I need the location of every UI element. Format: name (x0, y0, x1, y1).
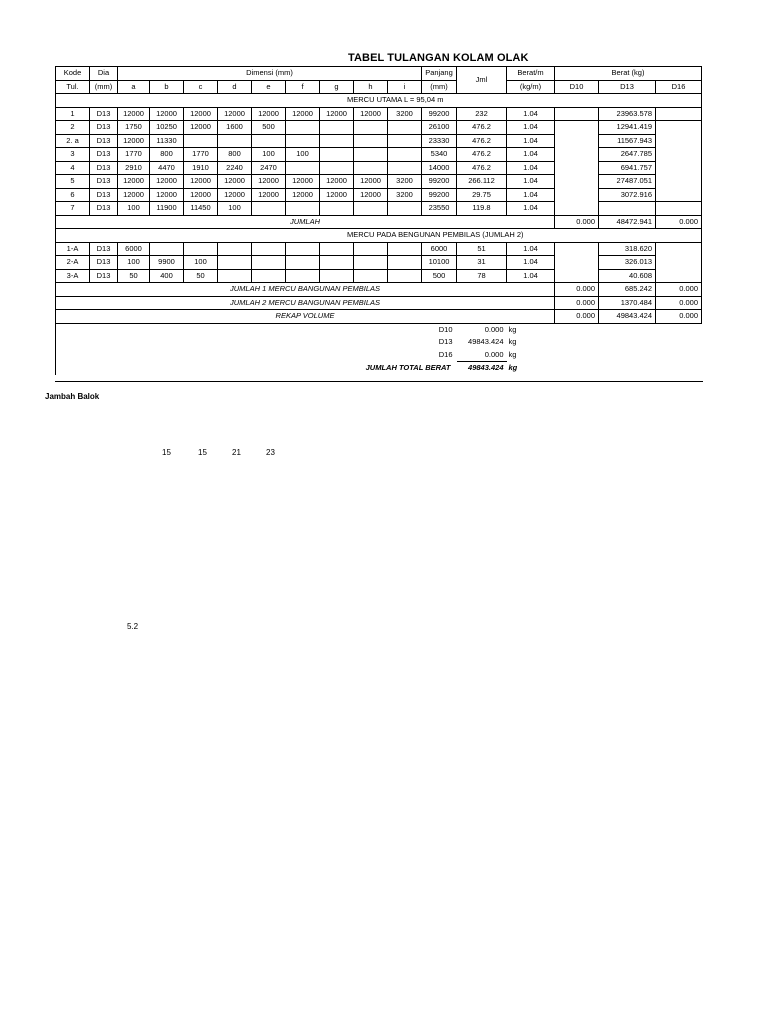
cell-dim: 1770 (118, 148, 150, 162)
cell-dim: 3200 (388, 175, 422, 189)
cell-dim: 12000 (150, 107, 184, 121)
cell-dim: 50 (118, 269, 150, 283)
cell-d13: 27487.051 (599, 175, 656, 189)
cell-dia: D13 (90, 188, 118, 202)
cell-dim (320, 256, 354, 270)
cell-dia: D13 (90, 134, 118, 148)
header-dim-c: c (184, 80, 218, 94)
cell-dim: 3200 (388, 188, 422, 202)
cell-dim (252, 134, 286, 148)
cell-dim: 10250 (150, 121, 184, 135)
summary-row (56, 323, 702, 336)
summary-label: D13 (56, 336, 457, 349)
summary-label: D10 (56, 323, 457, 336)
table-row (56, 107, 702, 121)
section2-title: MERCU PADA BENGUNAN PEMBILAS (JUMLAH 2) (90, 229, 702, 243)
cell-dim: 12000 (118, 175, 150, 189)
summary-unit: kg (508, 363, 518, 372)
cell-dim: 100 (184, 256, 218, 270)
jumlah2-d10: 0.000 (555, 296, 599, 310)
rekap-d10: 0.000 (555, 310, 599, 324)
cell-berat-m: 1.04 (507, 269, 555, 283)
cell-dim (354, 269, 388, 283)
header-dim-d: d (218, 80, 252, 94)
cell-dia: D13 (90, 121, 118, 135)
cell-d16 (656, 202, 702, 216)
cell-dim (354, 256, 388, 270)
summary-unit: kg (508, 350, 517, 359)
cell-panjang: 500 (422, 269, 457, 283)
cell-dim: 12000 (118, 134, 150, 148)
cell-dim (286, 134, 320, 148)
cell-jml: 476.2 (457, 148, 507, 162)
cell-dim (320, 269, 354, 283)
cell-dim: 12000 (184, 188, 218, 202)
cell-dim: 12000 (286, 175, 320, 189)
cell-dim: 12000 (252, 175, 286, 189)
jumlah1-d16: 0.000 (656, 283, 702, 297)
rekap-d13: 49843.424 (599, 310, 656, 324)
rekap-row (56, 310, 702, 324)
section1-title: MERCU UTAMA L = 95,04 m (90, 94, 702, 108)
summary-value: 0.000 (484, 324, 504, 334)
cell-berat-m: 1.04 (507, 188, 555, 202)
cell-dim (354, 121, 388, 135)
header-d16: D16 (656, 80, 702, 94)
header-dim-g: g (320, 80, 354, 94)
number-2: 15 (198, 448, 207, 457)
cell-berat-m: 1.04 (507, 148, 555, 162)
cell-panjang: 23550 (422, 202, 457, 216)
cell-d13: 40.608 (599, 269, 656, 283)
rebar-table (55, 66, 702, 375)
cell-dim: 12000 (118, 107, 150, 121)
summary-value: 49843.424 (468, 337, 504, 347)
bottom-rule (55, 381, 703, 382)
header-kode-2: Tul. (56, 80, 90, 94)
jumlah1-d13: 685.242 (599, 283, 656, 297)
jumlah-d10: 0.000 (555, 215, 599, 229)
cell-kode: 3 (56, 148, 90, 162)
cell-dim: 12000 (118, 188, 150, 202)
cell-dim (286, 242, 320, 256)
cell-panjang: 99200 (422, 107, 457, 121)
cell-dim (388, 134, 422, 148)
cell-dim: 12000 (320, 188, 354, 202)
header-dim-a: a (118, 80, 150, 94)
cell-d13: 6941.757 (599, 161, 656, 175)
cell-dim: 12000 (184, 121, 218, 135)
jumlah2-d16: 0.000 (656, 296, 702, 310)
cell-dim (320, 202, 354, 216)
cell-kode: 6 (56, 188, 90, 202)
table-row (56, 256, 702, 270)
cell-dim (252, 202, 286, 216)
cell-kode: 2 (56, 121, 90, 135)
cell-dim (320, 242, 354, 256)
cell-dim: 12000 (354, 188, 388, 202)
cell-dim (388, 202, 422, 216)
cell-jml: 51 (457, 242, 507, 256)
cell-berat-m: 1.04 (507, 242, 555, 256)
cell-panjang: 14000 (422, 161, 457, 175)
cell-dim: 800 (218, 148, 252, 162)
cell-dim (388, 121, 422, 135)
table-row (56, 202, 702, 216)
cell-dim: 12000 (286, 188, 320, 202)
cell-dia: D13 (90, 107, 118, 121)
header-jml: Jml (457, 67, 507, 94)
cell-dim (286, 202, 320, 216)
cell-dim (388, 256, 422, 270)
cell-dim: 2240 (218, 161, 252, 175)
cell-d16 (656, 242, 702, 283)
cell-dim: 1750 (118, 121, 150, 135)
blank-cell (555, 336, 702, 349)
cell-dim (218, 269, 252, 283)
jumlah-d16: 0.000 (656, 215, 702, 229)
cell-berat-m: 1.04 (507, 134, 555, 148)
summary-unit: kg (508, 324, 517, 334)
rekap-d16: 0.000 (656, 310, 702, 324)
number-3: 21 (232, 448, 241, 457)
cell-berat-m: 1.04 (507, 202, 555, 216)
cell-dim (320, 134, 354, 148)
cell-dim: 12000 (184, 107, 218, 121)
cell-dim: 500 (252, 121, 286, 135)
rekap-label: REKAP VOLUME (56, 310, 555, 324)
cell-dia: D13 (90, 202, 118, 216)
cell-d13: 326.013 (599, 256, 656, 270)
cell-jml: 232 (457, 107, 507, 121)
header-d10: D10 (555, 80, 599, 94)
header-dim-b: b (150, 80, 184, 94)
cell-kode: 4 (56, 161, 90, 175)
cell-dim: 12000 (320, 107, 354, 121)
blank-cell (555, 323, 702, 336)
header-dimensi: Dimensi (mm) (118, 67, 422, 81)
cell-panjang: 26100 (422, 121, 457, 135)
cell-dim (388, 148, 422, 162)
cell-dim (354, 134, 388, 148)
cell-dim: 100 (252, 148, 286, 162)
cell-dim: 12000 (218, 107, 252, 121)
cell-berat-m: 1.04 (507, 256, 555, 270)
summary-row (56, 336, 702, 349)
cell-dim (286, 121, 320, 135)
summary-label: D16 (56, 349, 457, 362)
number-1: 15 (162, 448, 171, 457)
header-berat-m-unit: (kg/m) (507, 80, 555, 94)
cell-dim (286, 256, 320, 270)
cell-jml: 266.112 (457, 175, 507, 189)
cell-dim: 1600 (218, 121, 252, 135)
cell-jml: 78 (457, 269, 507, 283)
cell-panjang: 6000 (422, 242, 457, 256)
cell-dim (320, 121, 354, 135)
jumlah2-label: JUMLAH 2 MERCU BANGUNAN PEMBILAS (56, 296, 555, 310)
jumlah2-row (56, 296, 702, 310)
cell-dim: 12000 (218, 175, 252, 189)
summary-label: JUMLAH TOTAL BERAT (56, 362, 457, 375)
cell-kode: 1-A (56, 242, 90, 256)
cell-dim (354, 242, 388, 256)
cell-d13: 3072.916 (599, 188, 656, 202)
summary-row (56, 362, 702, 375)
cell-berat-m: 1.04 (507, 175, 555, 189)
header-berat: Berat (kg) (555, 67, 702, 81)
cell-dim (388, 269, 422, 283)
cell-dim: 11330 (150, 134, 184, 148)
header-panjang-unit: (mm) (422, 80, 457, 94)
cell-dia: D13 (90, 148, 118, 162)
cell-d13: 23963.578 (599, 107, 656, 121)
cell-dim: 100 (118, 256, 150, 270)
cell-dim (388, 161, 422, 175)
cell-dim: 400 (150, 269, 184, 283)
blank-cell (555, 362, 702, 375)
cell-dim: 12000 (252, 188, 286, 202)
cell-panjang: 99200 (422, 175, 457, 189)
cell-dim: 12000 (354, 175, 388, 189)
summary-unit: kg (508, 337, 517, 347)
table-row (56, 175, 702, 189)
cell-dim: 12000 (252, 107, 286, 121)
summary-value: 0.000 (484, 349, 504, 359)
summary-row (56, 349, 702, 362)
cell-d13 (599, 202, 656, 216)
cell-dim (320, 161, 354, 175)
cell-d16 (656, 121, 702, 202)
jumlah1-label: JUMLAH 1 MERCU BANGUNAN PEMBILAS (56, 283, 555, 297)
header-dim-h: h (354, 80, 388, 94)
page-title: TABEL TULANGAN KOLAM OLAK (348, 52, 529, 64)
cell-jml: 476.2 (457, 121, 507, 135)
cell-dim (388, 242, 422, 256)
cell-dim (184, 134, 218, 148)
table-row (56, 188, 702, 202)
jumlah-d13: 48472.941 (599, 215, 656, 229)
misc-value: 5.2 (127, 622, 139, 631)
cell-dim: 6000 (118, 242, 150, 256)
cell-dim: 4470 (150, 161, 184, 175)
cell-dim: 50 (184, 269, 218, 283)
cell-dim: 12000 (218, 188, 252, 202)
header-dim-f: f (286, 80, 320, 94)
header-panjang: Panjang (422, 67, 457, 81)
cell-kode: 7 (56, 202, 90, 216)
cell-dim: 100 (218, 202, 252, 216)
cell-kode: 2. a (56, 134, 90, 148)
cell-jml: 476.2 (457, 161, 507, 175)
cell-dim: 12000 (150, 175, 184, 189)
cell-dim (354, 148, 388, 162)
cell-dim (252, 242, 286, 256)
jambah-balok-label: Jambah Balok (45, 392, 100, 401)
blank-cell (555, 349, 702, 362)
cell-dim: 100 (286, 148, 320, 162)
cell-d13: 318.620 (599, 242, 656, 256)
cell-dim (320, 148, 354, 162)
cell-dia: D13 (90, 242, 118, 256)
table-row (56, 161, 702, 175)
cell-berat-m: 1.04 (507, 107, 555, 121)
cell-dia: D13 (90, 175, 118, 189)
cell-berat-m: 1.04 (507, 121, 555, 135)
cell-dim (184, 242, 218, 256)
header-dia: Dia (90, 67, 118, 81)
cell-dim: 3200 (388, 107, 422, 121)
cell-dim (354, 161, 388, 175)
table-row (56, 134, 702, 148)
cell-panjang: 99200 (422, 188, 457, 202)
cell-d13: 11567.943 (599, 134, 656, 148)
cell-dim: 100 (118, 202, 150, 216)
header-d13: D13 (599, 80, 656, 94)
cell-dia: D13 (90, 161, 118, 175)
cell-d10 (555, 107, 599, 121)
jumlah-label: JUMLAH (56, 215, 555, 229)
cell-dim (150, 242, 184, 256)
cell-dim: 12000 (354, 107, 388, 121)
table-row (56, 121, 702, 135)
cell-dim: 800 (150, 148, 184, 162)
cell-d10 (555, 121, 599, 216)
cell-dim: 2910 (118, 161, 150, 175)
jumlah1-d10: 0.000 (555, 283, 599, 297)
cell-dia: D13 (90, 256, 118, 270)
cell-dim (252, 256, 286, 270)
cell-kode: 2-A (56, 256, 90, 270)
cell-dim: 9900 (150, 256, 184, 270)
cell-jml: 29.75 (457, 188, 507, 202)
number-4: 23 (266, 448, 275, 457)
cell-panjang: 23330 (422, 134, 457, 148)
table-row (56, 269, 702, 283)
header-kode: Kode (56, 67, 90, 81)
cell-jml: 476.2 (457, 134, 507, 148)
cell-d10 (555, 242, 599, 283)
cell-dim: 2470 (252, 161, 286, 175)
cell-dim: 12000 (150, 188, 184, 202)
cell-dim: 11450 (184, 202, 218, 216)
table-row (56, 148, 702, 162)
cell-jml: 31 (457, 256, 507, 270)
jumlah1-row (56, 283, 702, 297)
jumlah-row (56, 215, 702, 229)
cell-dim (354, 202, 388, 216)
cell-dim: 1770 (184, 148, 218, 162)
header-dia-unit: (mm) (90, 80, 118, 94)
cell-kode: 5 (56, 175, 90, 189)
summary-value: 49843.424 (457, 362, 507, 375)
header-dim-e: e (252, 80, 286, 94)
cell-panjang: 10100 (422, 256, 457, 270)
cell-dim (286, 161, 320, 175)
cell-dim (218, 256, 252, 270)
cell-panjang: 5340 (422, 148, 457, 162)
blank-cell (56, 229, 90, 243)
cell-dim: 11900 (150, 202, 184, 216)
cell-kode: 1 (56, 107, 90, 121)
cell-kode: 3-A (56, 269, 90, 283)
cell-dim: 12000 (320, 175, 354, 189)
cell-dim (218, 242, 252, 256)
header-dim-i: i (388, 80, 422, 94)
cell-d13: 12941.419 (599, 121, 656, 135)
cell-d16 (656, 107, 702, 121)
cell-berat-m: 1.04 (507, 161, 555, 175)
jumlah2-d13: 1370.484 (599, 296, 656, 310)
cell-dim (218, 134, 252, 148)
table-row (56, 242, 702, 256)
cell-d13: 2647.785 (599, 148, 656, 162)
cell-jml: 119.8 (457, 202, 507, 216)
cell-dim (252, 269, 286, 283)
cell-dim: 12000 (184, 175, 218, 189)
header-berat-m: Berat/m (507, 67, 555, 81)
cell-dim: 12000 (286, 107, 320, 121)
cell-dim: 1910 (184, 161, 218, 175)
cell-dim (286, 269, 320, 283)
cell-dia: D13 (90, 269, 118, 283)
